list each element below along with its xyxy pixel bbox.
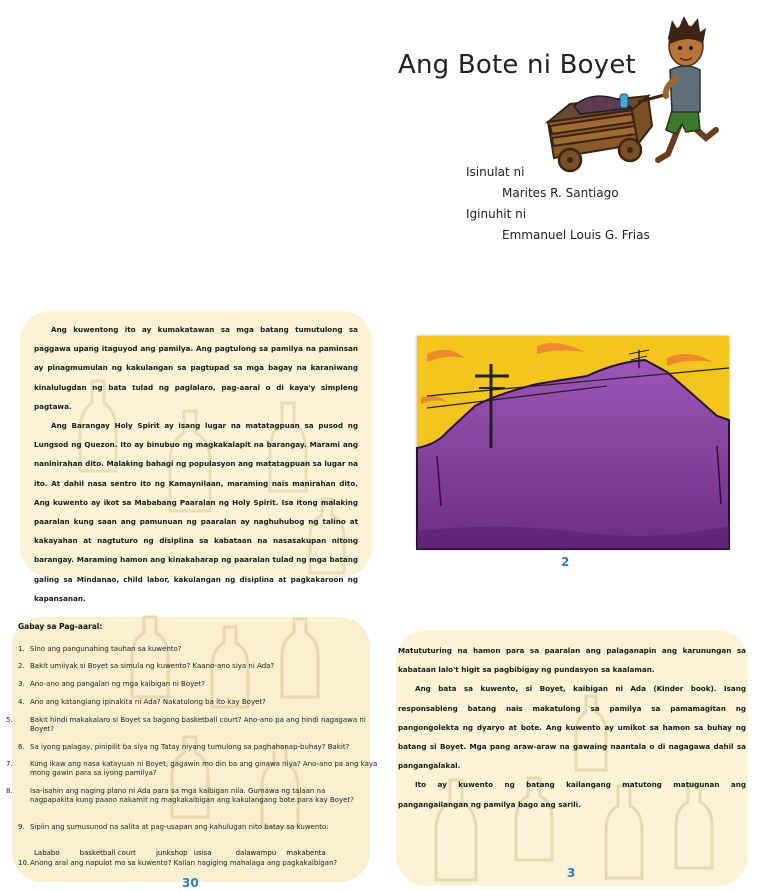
page-number-30: 30 [182,876,199,890]
author-name: Marites R. Santiago [502,186,619,200]
guide-question-2: 2. Bakit umiiyak si Boyet sa simula ng kuwento? Kaano-ano siya ni Ada? [18,662,275,670]
intro-paragraph-2: Ang Barangay Holy Spirit ay isang lugar na matatagpuan sa pusod ng Lungsod ng Quezon. Ito ay binubuo ng magkakalapit na barangay. Marami ang naninirahan dito. Malaking bahagi ng populasyon ang matatagpuan sa lugar na ito. At dahil nasa sentro ito ng Kamaynilaan, maraming nais manirahan dito. Ang kuwento ay ikot sa Mababang Paaralan ng Holy Spirit. Isa itong malaking paaralan kung saan ang pamunuan ng paaralan ay naghuhubog ng talino at kakayahan at nagtuturo ng disiplina sa kabataan na nasasakupan nitong barangay. Maraming hamon ang kinakaharap ng paaralan tulad ng mga batang galing sa Mindanao, child labor, kakulangan ng disiplina at pagkakaroon ng kapansanan. [34,421,358,603]
story-paragraph-3: Ito ay kuwento ng batang kailangang matutong matugunan ang pangangailangan ng pamilya bago ang sarili. [398,780,746,809]
written-by-label: Isinulat ni [466,165,525,179]
story-text-panel [396,630,748,886]
guide-question-9: 9. Sipiin ang sumusunod na salita at pag-usapan ang kahulugan nito batay sa kuwento: [18,823,329,831]
vocabulary-word: basketball court [79,849,136,857]
study-guide-heading: Gabay sa Pag-aaral: [18,622,103,631]
vocabulary-word: makabenta [286,849,326,857]
guide-question-5: 5. Bakit hindi makakalaro si Boyet sa bagong basketball court? Ano-ano pa ang hindi nagagawa ni Boyet? [6,716,366,733]
guide-question-4: 4. Ano ang katangiang ipinakita ni Ada? Nakatulong ba ito kay Boyet? [18,698,266,706]
vocabulary-word-list [34,840,364,859]
vocabulary-word: junkshop [155,849,188,857]
house-scene-illustration [417,336,729,549]
illustrated-by-label: Iginuhit ni [466,207,527,221]
intro-text-panel [20,311,372,603]
illustrator-name: Emmanuel Louis G. Frias [502,228,650,242]
story-paragraph-2: Ang bata sa kuwento, si Boyet, kaibigan ni Ada (Kinder book). Isang responsableng batang nais makatulong sa pamilya sa pamamagitan ng pangongolekta ng dyaryo at bote. Ang kuwento ay umikot sa hamon sa buhay ng batang si Boyet. Mga pang araw-araw na gawaing naantala o di nagagawa dahil sa pangangalakal. [398,684,746,771]
page-number-3: 3 [567,866,576,880]
intro-paragraph-1: Ang kuwentong ito ay kumakatawan sa mga batang tumutulong sa paggawa upang itaguyod ang pamilya. Ang pagtulong sa pamilya na paminsan ay pinagmumulan ng kakulangan sa pagtupad sa mga bagay na karaniwang kinalulugdan ng bata tulad ng paglalaro, pag-aaral o di kaya'y simpleng pagtawa. [34,325,358,411]
vocabulary-word: Lababo [34,849,60,857]
guide-question-1: 1. Sino ang pangunahing tauhan sa kuwento? [18,645,182,653]
vocabulary-word: usisa [193,849,212,857]
guide-question-7: 7. Kung ikaw ang nasa katayuan ni Boyet, gagawin mo din ba ang ginawa niya? Ano-ano pa ang kaya mong gawin para sa iyong pamilya? [6,760,378,777]
book-title: Ang Bote ni Boyet [398,50,636,80]
boy-with-cart-illustration [540,14,720,184]
guide-question-6: 6. Sa iyong palagay, pinipilit ba siya ng Tatay niyang tumulong sa paghahanap-buhay? Bakit? [18,743,350,751]
guide-question-3: 3. Ano-ano ang pangalan ng mga kaibigan ni Boyet? [18,680,206,688]
guide-question-10: 10.Anong aral ang napulot mo sa kuwento? Kailan nagiging mahalaga ang pagkakaibigan? [18,859,338,867]
story-paragraph-1: Matututuring na hamon para sa paaralan ang palaganapin ang karunungan sa kabataan lalo't higit sa pagbibigay ng pundasyon sa kaalaman. [398,646,746,675]
guide-question-8: 8. Isa-isahin ang naging plano ni Ada para sa mga kaibigan nila. Gumawa ng talaan na nagpapakita kung paano nakamit ng magkakaibigan ang kakulangang bote para kay Boyet? [6,787,354,804]
vocabulary-word: dalawampu [235,849,277,857]
page-number-2: 2 [561,555,570,569]
